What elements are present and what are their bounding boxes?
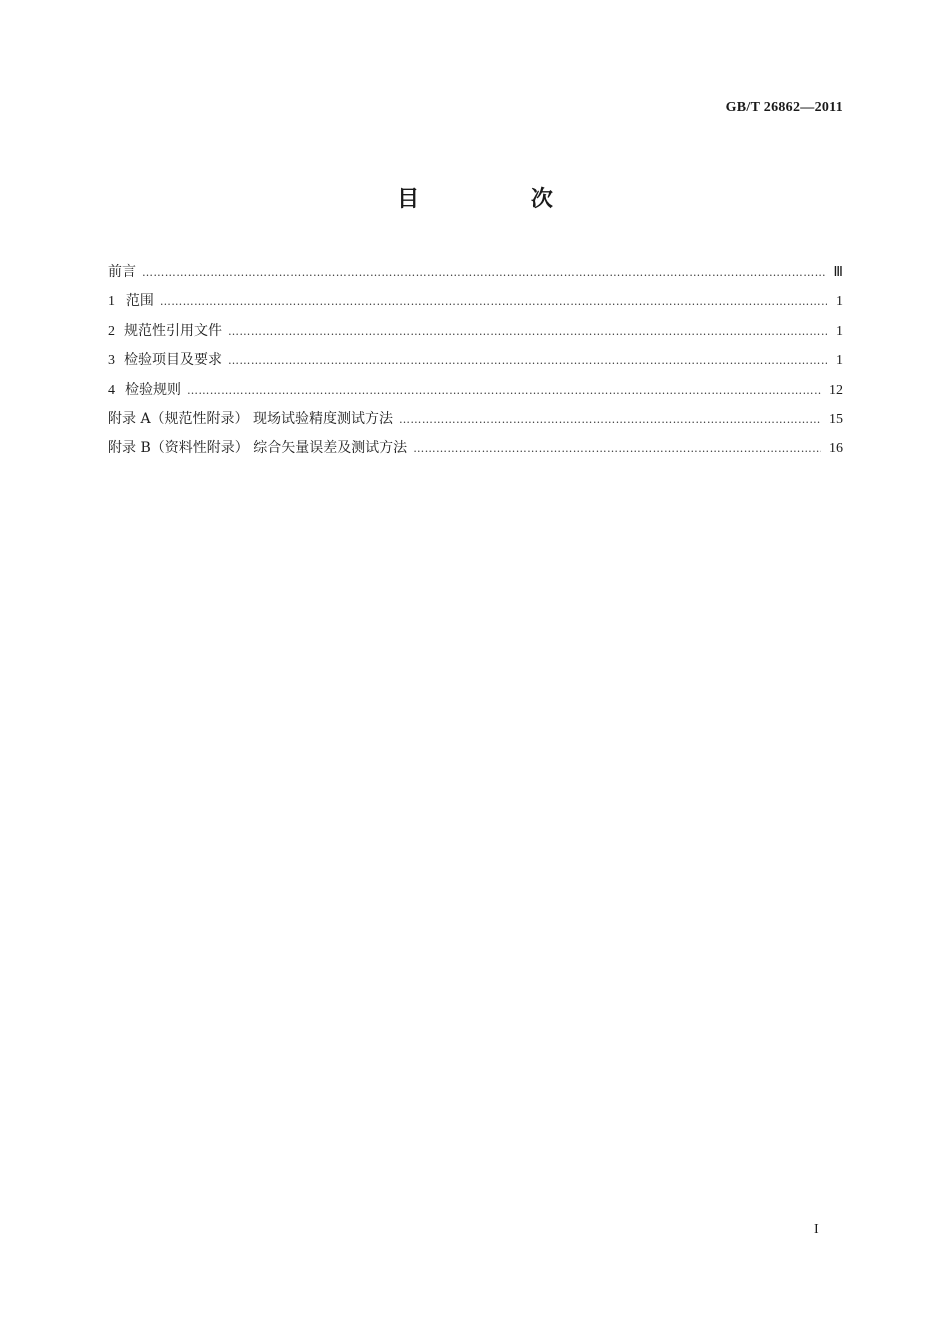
- toc-leader-dots: [142, 258, 825, 287]
- toc-entry-number: 2: [108, 323, 115, 339]
- toc-entry-number: 1: [108, 294, 115, 310]
- toc-entry-number: 4: [108, 382, 115, 398]
- toc-entry-4[interactable]: [108, 376, 843, 405]
- page-number: I: [814, 1222, 819, 1237]
- toc-leader-dots: [413, 434, 821, 463]
- toc-entry-page: 15: [829, 411, 843, 427]
- toc-entry-number: 3: [108, 353, 115, 369]
- toc-entry-text: 检验项目及要求: [124, 352, 223, 369]
- toc-entry-page: 16: [829, 441, 843, 457]
- toc-entry-3[interactable]: [108, 346, 843, 375]
- toc-leader-dots: [160, 287, 827, 316]
- toc-entry-page: 1: [836, 323, 843, 339]
- toc-entry-text: 检验规则: [124, 381, 181, 398]
- toc-entry-text: 规范性引用文件: [124, 322, 223, 339]
- standard-code: GB/T 26862—2011: [725, 100, 843, 115]
- toc-entry-page: Ⅲ: [833, 265, 843, 280]
- toc-leader-dots: [228, 317, 827, 346]
- toc-entry-text: 前言: [108, 264, 136, 280]
- toc-entry-appendix-a[interactable]: [108, 405, 843, 434]
- toc-leader-dots: [187, 376, 821, 405]
- toc-entry-1[interactable]: [108, 287, 843, 316]
- toc-entry-page: 1: [836, 353, 843, 369]
- toc-entry-appendix-b[interactable]: [108, 434, 843, 463]
- toc-leader-dots: [228, 346, 827, 375]
- toc-entry-text: 附录 A（规范性附录） 现场试验精度测试方法: [108, 410, 394, 427]
- toc-entry-page: 1: [836, 294, 843, 310]
- toc-entry-foreword[interactable]: [108, 258, 843, 287]
- toc-entry-page: 12: [829, 382, 843, 398]
- toc-entry-text: 附录 B（资料性附录） 综合矢量误差及测试方法: [108, 440, 408, 457]
- table-of-contents: [108, 258, 843, 464]
- toc-entry-text: 范围: [125, 293, 154, 310]
- toc-leader-dots: [399, 405, 821, 434]
- page-title: 目 次: [397, 187, 605, 212]
- toc-entry-2[interactable]: [108, 317, 843, 346]
